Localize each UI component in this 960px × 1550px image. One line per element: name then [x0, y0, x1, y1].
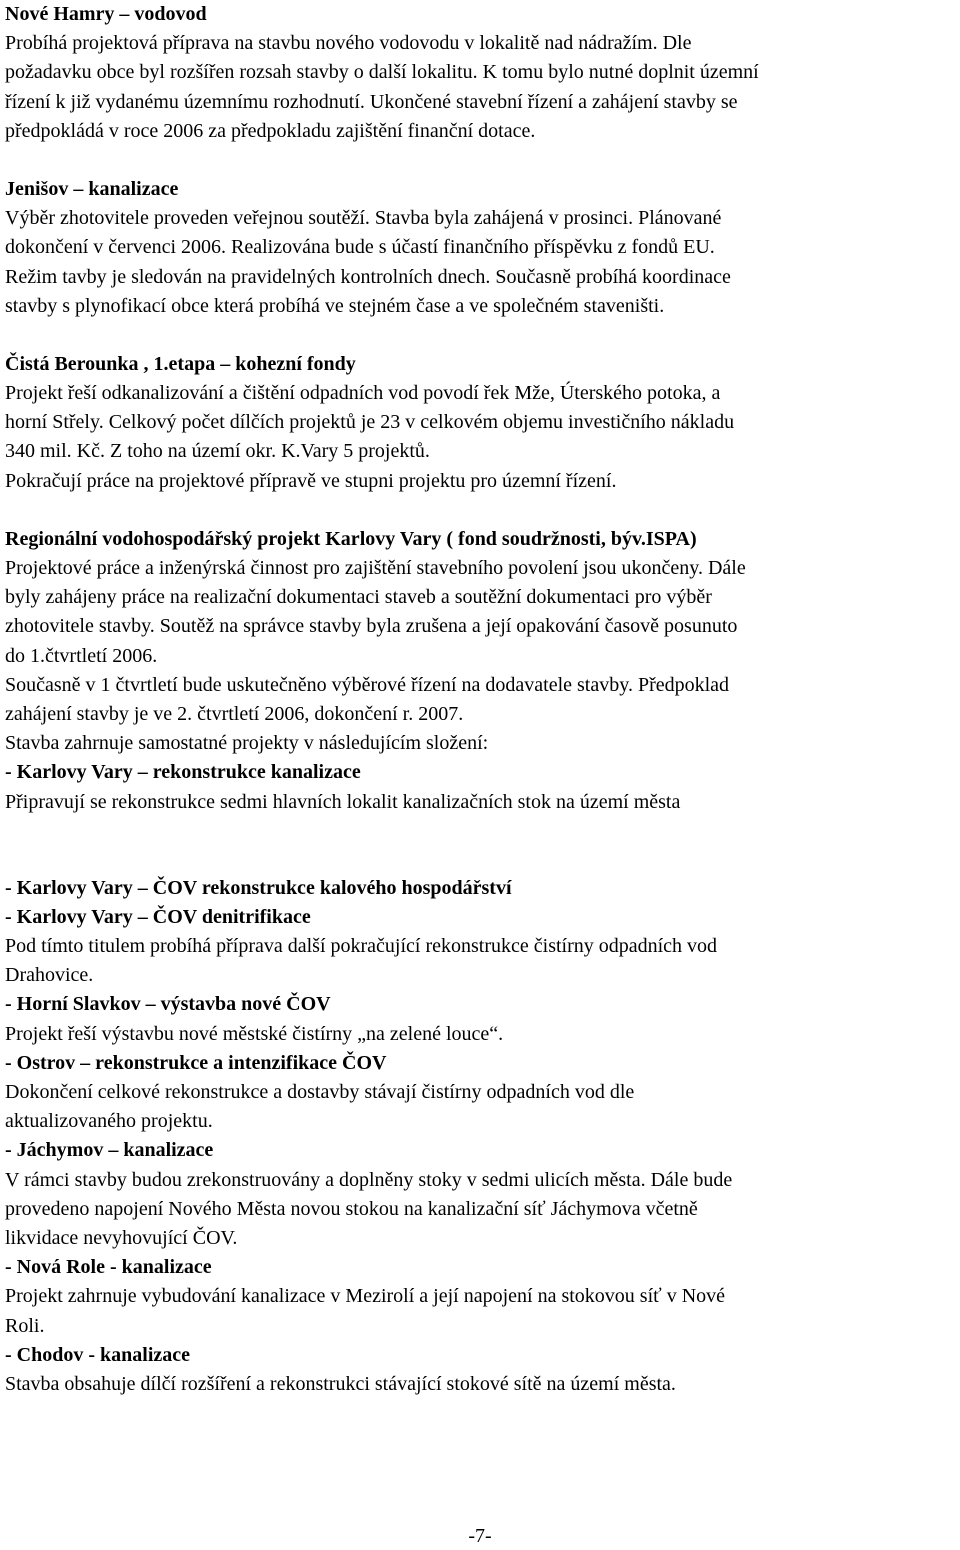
subprojects — [5, 874, 955, 1399]
paragraph-line: Pod tímto titulem probíhá příprava další pokračující rekonstrukce čistírny odpadních vod — [5, 935, 718, 958]
section-gap — [5, 817, 955, 874]
paragraph-line: dokončení v červenci 2006. Realizována bude s účastí finančního příspěvku z fondů EU. — [5, 236, 715, 259]
section-heading: - Karlovy Vary – ČOV denitrifikace — [5, 905, 311, 928]
paragraph-line: Projekt řeší výstavbu nové městské čistírny „na zelené louce“. — [5, 1022, 504, 1045]
section-heading: - Ostrov – rekonstrukce a intenzifikace ČOV — [5, 1051, 387, 1074]
section-heading: - Karlovy Vary – ČOV rekonstrukce kalového hospodářství — [5, 876, 512, 899]
section-heading: - Nová Role - kanalizace — [5, 1256, 212, 1279]
section-heading: Nové Hamry – vodovod — [5, 3, 207, 25]
paragraph-line: Drahovice. — [5, 964, 94, 987]
section-heading: - Karlovy Vary – rekonstrukce kanalizace — [5, 761, 361, 784]
section-heading: - Jáchymov – kanalizace — [5, 1139, 214, 1162]
page-number: -7- — [468, 1525, 492, 1547]
paragraph-line: Dokončení celkové rekonstrukce a dostavby stávají čistírny odpadních vod dle — [5, 1081, 635, 1103]
paragraph-line: Projektové práce a inženýrská činnost pro zajištění stavebního povolení jsou ukončeny. Dále — [5, 557, 746, 579]
section-heading: - Chodov - kanalizace — [5, 1343, 190, 1366]
paragraph-line: Projekt zahrnuje vybudování kanalizace v Mezirolí a její napojení na stokovou síť v Nové — [5, 1285, 726, 1308]
paragraph-line: Pokračují práce na projektové přípravě ve stupni projektu pro územní řízení. — [5, 469, 617, 492]
paragraph-line: do 1.čtvrtletí 2006. — [5, 644, 158, 667]
paragraph-line: Připravují se rekonstrukce sedmi hlavních lokalit kanalizačních stok na území města — [5, 790, 681, 813]
paragraph-line: byly zahájeny práce na realizační dokumentaci staveb a soutěžní dokumentaci pro výběr — [5, 586, 712, 609]
paragraph-line: Režim tavby je sledován na pravidelných kontrolních dnech. Současně probíhá koordinace — [5, 265, 731, 288]
paragraph-line: likvidace nevyhovující ČOV. — [5, 1226, 238, 1249]
paragraph-line: zahájení stavby je ve 2. čtvrtletí 2006, dokončení r. 2007. — [5, 702, 464, 725]
paragraph-line: horní Střely. Celkový počet dílčích projektů je 23 v celkovém objemu investičního nákladu — [5, 411, 735, 434]
section-heading: - Horní Slavkov – výstavba nové ČOV — [5, 993, 331, 1016]
paragraph-line: provedeno napojení Nového Města novou stokou na kanalizační síť Jáchymova včetně — [5, 1197, 698, 1220]
section-heading: Jenišov – kanalizace — [5, 177, 179, 200]
paragraph-line: Probíhá projektová příprava na stavbu nového vodovodu v lokalitě nad nádražím. Dle — [5, 32, 692, 55]
paragraph-line: stavby s plynofikací obce která probíhá ve stejném čase a ve společném staveništi. — [5, 294, 665, 317]
paragraph-line: V rámci stavby budou zrekonstruovány a doplněny stoky v sedmi ulicích města. Dále bude — [5, 1168, 733, 1191]
section-heading: Čistá Berounka , 1.etapa – kohezní fondy — [5, 352, 356, 375]
paragraph-line: zhotovitele stavby. Soutěž na správce stavby byla zrušena a její opakování časově posunuto — [5, 615, 738, 638]
section-heading: Regionální vodohospodářský projekt Karlovy Vary ( fond soudržnosti, býv.ISPA) — [5, 527, 697, 550]
document-page — [5, 0, 955, 1399]
paragraph-line: aktualizovaného projektu. — [5, 1110, 213, 1133]
paragraph-line: Stavba obsahuje dílčí rozšíření a rekonstrukci stávající stokové sítě na území města. — [5, 1372, 676, 1395]
sections — [5, 0, 955, 817]
section-gap — [5, 321, 955, 350]
paragraph-line: požadavku obce byl rozšířen rozsah stavby o další lokalitu. K tomu bylo nutné doplnit územní — [5, 61, 759, 84]
paragraph-line: Stavba zahrnuje samostatné projekty v následujícím složení: — [5, 732, 489, 755]
paragraph-line: Současně v 1 čtvrtletí bude uskutečněno výběrové řízení na dodavatele stavby. Předpoklad — [5, 673, 730, 696]
paragraph-line: předpokládá v roce 2006 za předpokladu zajištění finanční dotace. — [5, 119, 536, 142]
paragraph-line: 340 mil. Kč. Z toho na území okr. K.Vary 5 projektů. — [5, 440, 430, 463]
paragraph-line: Roli. — [5, 1314, 45, 1337]
paragraph-line: řízení k již vydanému územnímu rozhodnutí. Ukončené stavební řízení a zahájení stavby se — [5, 90, 738, 113]
section-gap — [5, 146, 955, 175]
paragraph-line: Projekt řeší odkanalizování a čištění odpadních vod povodí řek Mže, Úterského potoka, a — [5, 382, 721, 405]
section-gap — [5, 496, 955, 525]
paragraph-line: Výběr zhotovitele proveden veřejnou soutěží. Stavba byla zahájená v prosinci. Plánované — [5, 207, 722, 230]
